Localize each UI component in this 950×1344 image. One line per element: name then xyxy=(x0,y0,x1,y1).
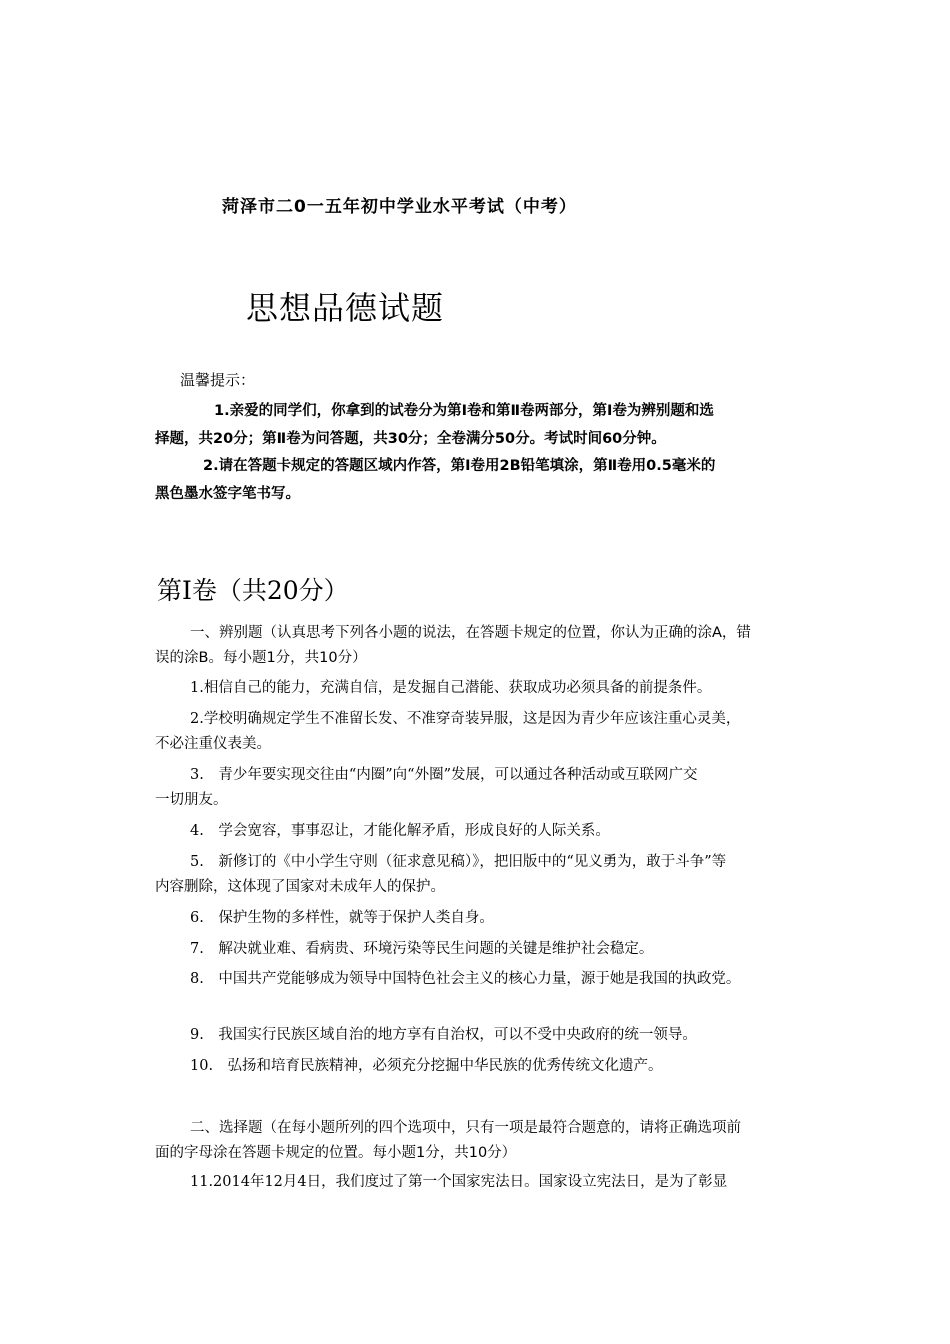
tip-2-line-2: 黑色墨水签字笔书写。 xyxy=(155,486,300,502)
tip-2-line-1: 2.请在答题卡规定的答题区域内作答，第Ⅰ卷用2B铅笔填涂，第Ⅱ卷用0.5毫米的 xyxy=(203,458,716,474)
question-1: 1.相信自己的能力，充满自信，是发掘自己潜能、获取成功必须具备的前提条件。 xyxy=(190,680,712,696)
part-1-title: 第Ⅰ卷（共20分） xyxy=(157,576,349,605)
question-8: 8. 中国共产党能够成为领导中国特色社会主义的核心力量，源于她是我国的执政党。 xyxy=(190,971,741,987)
question-11: 11.2014年12月4日，我们度过了第一个国家宪法日。国家设立宪法日，是为了彰显 xyxy=(190,1174,728,1190)
question-5-line-2: 内容删除，这体现了国家对未成年人的保护。 xyxy=(155,879,445,895)
section-2-heading-line-1: 二、选择题（在每小题所列的四个选项中，只有一项是最符合题意的，请将正确选项前 xyxy=(190,1120,741,1136)
tips-label: 温馨提示： xyxy=(180,371,256,389)
section-1-heading-line-1: 一、辨别题（认真思考下列各小题的说法，在答题卡规定的位置，你认为正确的涂A，错 xyxy=(190,625,751,641)
question-2-line-1: 2.学校明确规定学生不准留长发、不准穿奇装异服，这是因为青少年应该注重心灵美， xyxy=(190,711,741,727)
section-1-heading-line-2: 误的涂B。每小题1分，共10分） xyxy=(155,650,367,666)
question-10: 10. 弘扬和培育民族精神，必须充分挖掘中华民族的优秀传统文化遗产。 xyxy=(190,1058,663,1074)
exam-header: 菏泽市二0一五年初中学业水平考试（中考） xyxy=(222,197,577,217)
question-6: 6. 保护生物的多样性，就等于保护人类自身。 xyxy=(190,910,494,926)
question-4: 4. 学会宽容，事事忍让，才能化解矛盾，形成良好的人际关系。 xyxy=(190,823,610,839)
question-7: 7. 解决就业难、看病贵、环境污染等民生问题的关键是维护社会稳定。 xyxy=(190,941,654,957)
question-2-line-2: 不必注重仪表美。 xyxy=(155,736,271,752)
section-2-heading-line-2: 面的字母涂在答题卡规定的位置。每小题1分，共10分） xyxy=(155,1145,517,1161)
question-3-line-1: 3. 青少年要实现交往由“内圈”向“外圈”发展，可以通过各种活动或互联网广交 xyxy=(190,767,698,783)
tip-1-line-1: 1.亲爱的同学们，你拿到的试卷分为第Ⅰ卷和第Ⅱ卷两部分，第Ⅰ卷为辨别题和选 xyxy=(214,403,714,419)
question-3-line-2: 一切朋友。 xyxy=(155,792,228,808)
subject-title: 思想品德试题 xyxy=(246,289,445,327)
question-5-line-1: 5. 新修订的《中小学生守则（征求意见稿）》，把旧版中的“见义勇为，敢于斗争”等 xyxy=(190,854,727,870)
tip-1-line-2: 择题，共20分；第Ⅱ卷为问答题，共30分；全卷满分50分。考试时间60分钟。 xyxy=(155,431,666,447)
question-9: 9. 我国实行民族区域自治的地方享有自治权，可以不受中央政府的统一领导。 xyxy=(190,1027,697,1043)
